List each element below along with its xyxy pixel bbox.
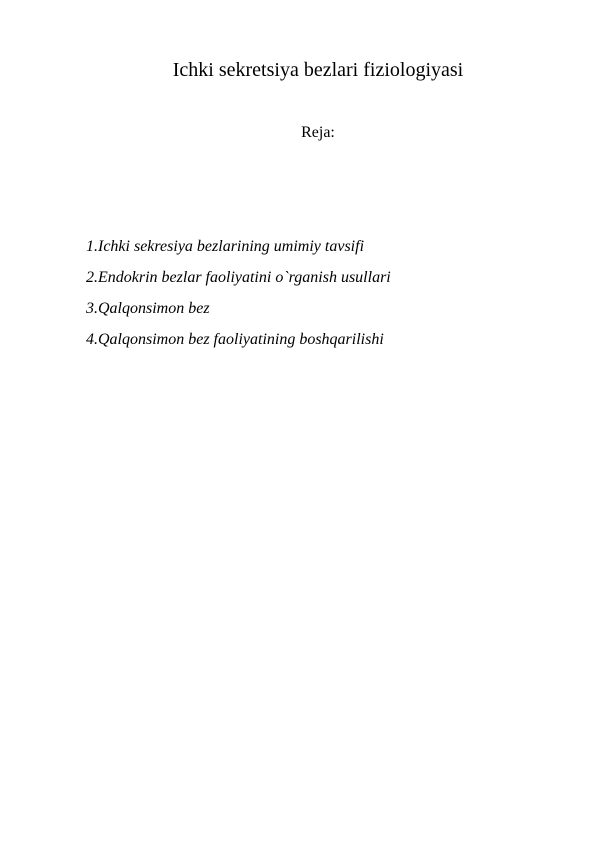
plan-item-3: 3.Qalqonsimon bez [86,300,210,317]
plan-item-2: 2.Endokrin bezlar faoliyatini o`rganish usullari [86,269,391,286]
document-title: Ichki sekretsiya bezlari fiziologiyasi [172,59,464,81]
plan-item-1: 1.Ichki sekresiya bezlarining umimiy tavsifi [86,238,365,255]
plan-list [86,237,391,361]
plan-heading: Reja: [301,124,335,141]
plan-item-4: 4.Qalqonsimon bez faoliyatining boshqarilishi [86,331,384,348]
